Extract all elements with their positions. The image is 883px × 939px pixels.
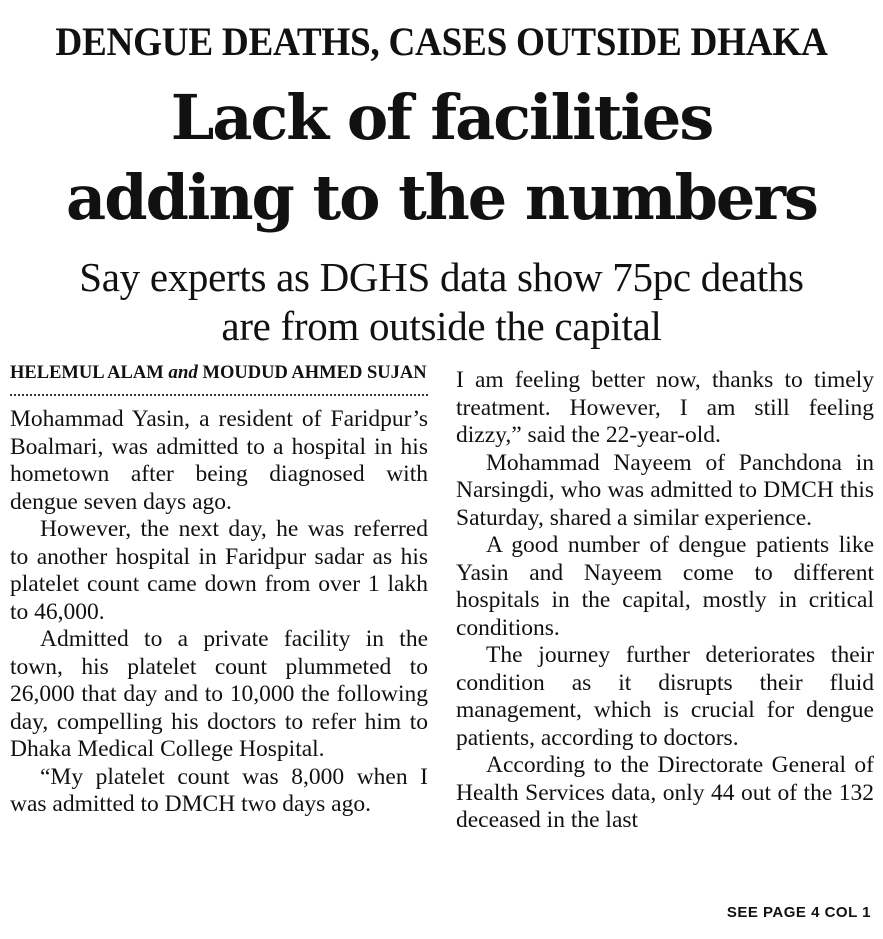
- byline: [10, 364, 428, 396]
- paragraph: A good number of dengue patients like Yasin and Nayeem come to different hospitals in the capital, mostly in critical conditions.: [456, 532, 874, 641]
- continued-on-jump-line[interactable]: SEE PAGE 4 COL 1: [726, 904, 871, 921]
- paragraph: Admitted to a private facility in the town, his platelet count plummeted to 26,000 that day and to 10,000 the following day, compelling his doctors to refer him to Dhaka Medical College Hospital.: [10, 626, 428, 762]
- paragraph: Mohammad Nayeem of Panchdona in Narsingdi, who was admitted to DMCH this Saturday, shared a similar experience.: [456, 449, 874, 531]
- paragraph: The journey further deteriorates their condition as it disrupts their fluid management, which is crucial for dengue patients, according to doctors.: [456, 642, 874, 751]
- headline-line-1: Lack of facilities: [170, 81, 713, 154]
- kicker: DENGUE DEATHS, CASES OUTSIDE DHAKA: [55, 19, 828, 64]
- left-column: [10, 364, 428, 819]
- byline-author-2: MOUDUD AHMED SUJAN: [202, 363, 427, 383]
- paragraph: I am feeling better now, thanks to timely treatment. However, I am still feeling dizzy,” said the 22-year-old.: [456, 367, 874, 448]
- byline-author-1: HELEMUL ALAM: [10, 363, 164, 383]
- right-column: [456, 367, 874, 835]
- paragraph: Mohammad Yasin, a resident of Faridpur’s Boalmari, was admitted to a hospital in his hometown after being diagnosed with dengue seven days ago.: [10, 406, 428, 515]
- byline-conjunction: and: [168, 362, 198, 383]
- headline-line-2: adding to the numbers: [66, 161, 817, 234]
- paragraph: “My platelet count was 8,000 when I was admitted to DMCH two days ago.: [10, 763, 428, 817]
- paragraph: According to the Directorate General of Health Services data, only 44 out of the 132 deceased in the last: [456, 752, 874, 833]
- deck: [0, 253, 883, 351]
- paragraph: However, the next day, he was referred to another hospital in Faridpur sadar as his platelet count came down from over 1 lakh to 46,000.: [10, 516, 428, 625]
- deck-line-2: are from outside the capital: [221, 303, 662, 349]
- deck-line-1: Say experts as DGHS data show 75pc deaths: [79, 254, 804, 300]
- headline: [0, 78, 883, 238]
